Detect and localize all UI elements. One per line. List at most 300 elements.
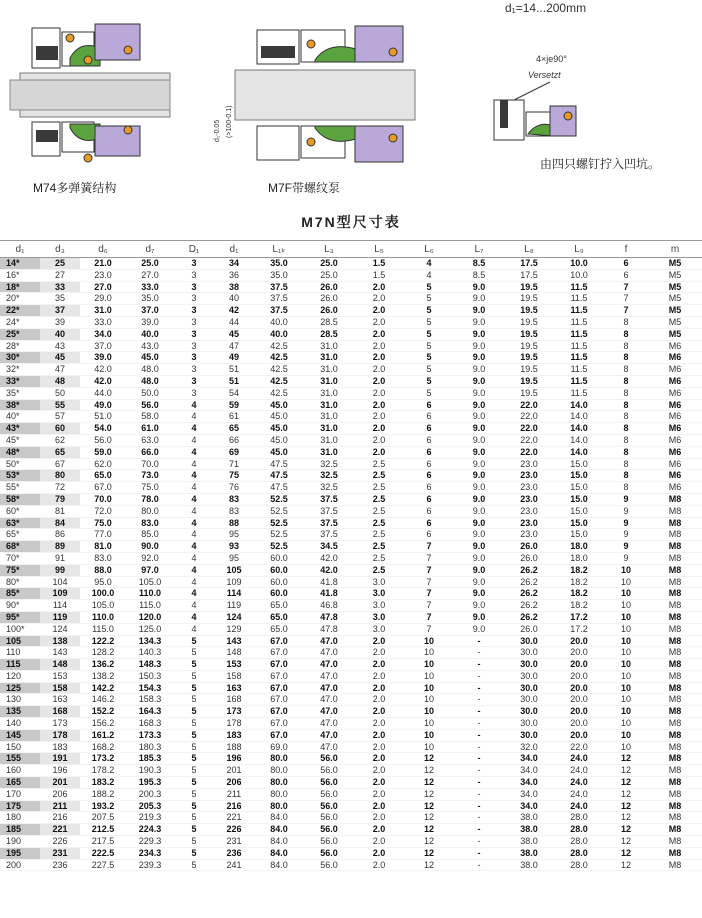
- table-cell: 12: [604, 788, 648, 800]
- table-cell: 3.0: [354, 588, 404, 600]
- m74-seal-drawing: [0, 18, 175, 176]
- table-cell: 5: [174, 765, 214, 777]
- table-cell: 83.0: [126, 517, 174, 529]
- table-cell: 10: [404, 647, 454, 659]
- table-cell: 42: [214, 305, 254, 317]
- table-cell: 47.5: [254, 470, 304, 482]
- table-cell: M8: [648, 718, 702, 730]
- table-row: [0, 647, 702, 659]
- table-cell: 4: [174, 623, 214, 635]
- table-row: [0, 387, 702, 399]
- table-cell: 168.2: [80, 741, 126, 753]
- table-cell: 138.2: [80, 670, 126, 682]
- table-cell: 226: [40, 836, 80, 848]
- table-cell: 10: [604, 659, 648, 671]
- table-cell: 42.0: [304, 564, 354, 576]
- table-cell: 56.0: [304, 824, 354, 836]
- table-cell: -: [454, 777, 504, 789]
- table-cell: 84.0: [254, 812, 304, 824]
- table-cell: 5: [174, 670, 214, 682]
- table-cell: 128.2: [80, 647, 126, 659]
- table-cell: 65.0: [254, 623, 304, 635]
- table-cell: 119: [40, 611, 80, 623]
- table-cell: 109: [214, 576, 254, 588]
- middle-dim-label: d₁-0.05: [214, 119, 221, 142]
- table-cell: 20.0: [554, 635, 604, 647]
- table-cell: 47.0: [304, 706, 354, 718]
- table-cell: 38.0: [504, 812, 554, 824]
- table-cell: 7: [404, 552, 454, 564]
- table-cell: 66.0: [126, 446, 174, 458]
- table-cell: 7: [404, 611, 454, 623]
- table-cell: 31.0: [80, 305, 126, 317]
- table-cell: 8: [604, 423, 648, 435]
- table-cell: 5: [404, 316, 454, 328]
- table-cell: 145: [0, 729, 40, 741]
- table-cell: 19.5: [504, 281, 554, 293]
- table-cell: 67.0: [254, 706, 304, 718]
- table-cell: 105: [214, 564, 254, 576]
- table-cell: 17.5: [504, 258, 554, 270]
- table-cell: 26.2: [504, 611, 554, 623]
- table-cell: 43: [40, 340, 80, 352]
- table-cell: 201: [214, 765, 254, 777]
- table-cell: 100*: [0, 623, 40, 635]
- table-cell: 191: [40, 753, 80, 765]
- table-cell: 2.0: [354, 824, 404, 836]
- table-cell: -: [454, 859, 504, 871]
- table-cell: 92.0: [126, 552, 174, 564]
- table-cell: 2.0: [354, 788, 404, 800]
- table-cell: 5: [174, 694, 214, 706]
- table-cell: 206: [40, 788, 80, 800]
- table-cell: 59: [214, 399, 254, 411]
- table-cell: 12: [404, 800, 454, 812]
- table-cell: -: [454, 682, 504, 694]
- table-cell: 18.2: [554, 600, 604, 612]
- table-cell: 140.3: [126, 647, 174, 659]
- table-cell: 35*: [0, 387, 40, 399]
- table-cell: 114: [40, 600, 80, 612]
- table-cell: 40*: [0, 411, 40, 423]
- table-cell: 56.0: [304, 800, 354, 812]
- table-row: [0, 588, 702, 600]
- table-cell: 22.0: [504, 434, 554, 446]
- table-cell: 50*: [0, 458, 40, 470]
- table-cell: 60.0: [254, 588, 304, 600]
- table-row: [0, 836, 702, 848]
- table-cell: 12: [604, 777, 648, 789]
- table-cell: 153: [214, 659, 254, 671]
- table-cell: 9.0: [454, 364, 504, 376]
- table-cell: 5: [404, 281, 454, 293]
- table-cell: 37.5: [304, 493, 354, 505]
- table-cell: 110.0: [80, 611, 126, 623]
- table-cell: 52.5: [254, 541, 304, 553]
- table-cell: 173.2: [80, 753, 126, 765]
- table-cell: 45.0: [126, 352, 174, 364]
- table-cell: 56.0: [304, 836, 354, 848]
- table-row: [0, 753, 702, 765]
- table-cell: M8: [648, 564, 702, 576]
- table-cell: 8.5: [454, 269, 504, 281]
- table-cell: 2.0: [354, 434, 404, 446]
- table-cell: 95: [214, 529, 254, 541]
- table-cell: 67.0: [254, 682, 304, 694]
- table-cell: 148.3: [126, 659, 174, 671]
- table-cell: 10: [404, 694, 454, 706]
- column-header: D₁: [174, 241, 214, 258]
- table-cell: 20.0: [554, 694, 604, 706]
- table-cell: 5: [174, 706, 214, 718]
- table-cell: 10.0: [554, 269, 604, 281]
- table-cell: 10: [604, 694, 648, 706]
- table-cell: M8: [648, 659, 702, 671]
- table-cell: 30.0: [504, 647, 554, 659]
- table-cell: 10: [604, 623, 648, 635]
- table-cell: 8: [604, 399, 648, 411]
- table-cell: 15.0: [554, 517, 604, 529]
- column-header: L₇: [454, 241, 504, 258]
- table-cell: 4: [174, 600, 214, 612]
- table-cell: 72: [40, 482, 80, 494]
- table-cell: 134.3: [126, 635, 174, 647]
- table-cell: 104: [40, 576, 80, 588]
- table-cell: 129: [214, 623, 254, 635]
- table-cell: 41.8: [304, 576, 354, 588]
- table-cell: 236: [214, 847, 254, 859]
- table-row: [0, 847, 702, 859]
- table-cell: 12: [604, 859, 648, 871]
- table-cell: 42.5: [254, 375, 304, 387]
- table-cell: M8: [648, 623, 702, 635]
- table-cell: 216: [214, 800, 254, 812]
- dimension-table: [0, 240, 702, 871]
- table-cell: 27: [40, 269, 80, 281]
- table-cell: 9.0: [454, 316, 504, 328]
- table-cell: 10: [604, 741, 648, 753]
- table-row: [0, 552, 702, 564]
- table-cell: 67.0: [254, 694, 304, 706]
- table-cell: 4: [174, 482, 214, 494]
- table-cell: 61: [214, 411, 254, 423]
- table-cell: 188.2: [80, 788, 126, 800]
- table-cell: 5: [174, 824, 214, 836]
- table-cell: 168: [40, 706, 80, 718]
- table-cell: 105.0: [80, 600, 126, 612]
- table-cell: 2.0: [354, 352, 404, 364]
- table-cell: 19.5: [504, 340, 554, 352]
- table-cell: 115.0: [80, 623, 126, 635]
- table-cell: 10.0: [554, 258, 604, 270]
- table-cell: 15.0: [554, 505, 604, 517]
- table-cell: 42.0: [80, 364, 126, 376]
- table-cell: 11.5: [554, 316, 604, 328]
- table-cell: 91: [40, 552, 80, 564]
- table-cell: 19.5: [504, 352, 554, 364]
- table-cell: -: [454, 694, 504, 706]
- table-cell: 2.0: [354, 706, 404, 718]
- table-cell: M6: [648, 340, 702, 352]
- table-cell: 37.0: [80, 340, 126, 352]
- table-cell: 71: [214, 458, 254, 470]
- table-cell: 85.0: [126, 529, 174, 541]
- table-cell: 51: [214, 364, 254, 376]
- table-cell: 34.0: [80, 328, 126, 340]
- table-cell: -: [454, 659, 504, 671]
- table-cell: 52.5: [254, 505, 304, 517]
- table-cell: 8: [604, 316, 648, 328]
- table-cell: 180.3: [126, 741, 174, 753]
- table-cell: 9.0: [454, 482, 504, 494]
- table-cell: 6: [404, 470, 454, 482]
- table-cell: 38*: [0, 399, 40, 411]
- table-cell: 5: [174, 788, 214, 800]
- table-cell: 58*: [0, 493, 40, 505]
- table-cell: 78.0: [126, 493, 174, 505]
- table-cell: 4: [174, 446, 214, 458]
- table-cell: M8: [648, 505, 702, 517]
- table-cell: 12: [604, 812, 648, 824]
- table-cell: 18.2: [554, 576, 604, 588]
- table-cell: 24.0: [554, 777, 604, 789]
- table-cell: 56.0: [304, 859, 354, 871]
- table-cell: M8: [648, 777, 702, 789]
- table-cell: 29.0: [80, 293, 126, 305]
- table-row: [0, 706, 702, 718]
- table-row: [0, 482, 702, 494]
- table-cell: 4: [174, 517, 214, 529]
- table-cell: 31.0: [304, 364, 354, 376]
- table-cell: 5: [174, 800, 214, 812]
- table-cell: 80: [40, 470, 80, 482]
- table-cell: 67.0: [254, 729, 304, 741]
- table-row: [0, 682, 702, 694]
- table-cell: 142.2: [80, 682, 126, 694]
- table-cell: 5: [174, 859, 214, 871]
- table-cell: 8: [604, 328, 648, 340]
- table-cell: 80*: [0, 576, 40, 588]
- table-cell: 4: [174, 576, 214, 588]
- table-cell: 9.0: [454, 281, 504, 293]
- table-cell: 19.5: [504, 375, 554, 387]
- table-row: [0, 423, 702, 435]
- table-cell: 201: [40, 777, 80, 789]
- table-row: [0, 281, 702, 293]
- table-cell: 56.0: [126, 399, 174, 411]
- table-cell: 14.0: [554, 399, 604, 411]
- table-cell: 66: [214, 434, 254, 446]
- table-cell: 5: [174, 812, 214, 824]
- table-cell: 5: [404, 352, 454, 364]
- table-cell: 62: [40, 434, 80, 446]
- table-cell: 80.0: [254, 777, 304, 789]
- column-header: L₉: [554, 241, 604, 258]
- table-cell: M6: [648, 387, 702, 399]
- table-cell: 37.0: [126, 305, 174, 317]
- table-cell: 4: [174, 611, 214, 623]
- table-cell: 211: [40, 800, 80, 812]
- table-cell: 45.0: [254, 411, 304, 423]
- table-cell: 24*: [0, 316, 40, 328]
- table-cell: 10: [404, 682, 454, 694]
- table-cell: 6: [604, 258, 648, 270]
- table-cell: 9.0: [454, 352, 504, 364]
- table-cell: 12: [404, 777, 454, 789]
- column-header: L₈: [504, 241, 554, 258]
- table-cell: 90*: [0, 600, 40, 612]
- table-cell: 3: [174, 352, 214, 364]
- table-cell: 17.2: [554, 623, 604, 635]
- table-cell: 52.5: [254, 529, 304, 541]
- table-cell: 40: [214, 293, 254, 305]
- table-cell: M5: [648, 316, 702, 328]
- table-cell: 105.0: [126, 576, 174, 588]
- table-cell: 5: [174, 647, 214, 659]
- table-row: [0, 611, 702, 623]
- table-cell: 5: [174, 635, 214, 647]
- table-cell: 80.0: [254, 800, 304, 812]
- table-row: [0, 340, 702, 352]
- table-cell: 2.5: [354, 529, 404, 541]
- table-cell: 195.3: [126, 777, 174, 789]
- table-cell: 69.0: [254, 741, 304, 753]
- table-cell: 17.2: [554, 611, 604, 623]
- table-cell: 5: [404, 387, 454, 399]
- table-cell: 40.0: [126, 328, 174, 340]
- table-cell: 239.3: [126, 859, 174, 871]
- table-cell: 200.3: [126, 788, 174, 800]
- table-cell: 34.5: [304, 541, 354, 553]
- table-cell: 77.0: [80, 529, 126, 541]
- table-cell: 20.0: [554, 659, 604, 671]
- table-cell: 3: [174, 328, 214, 340]
- table-cell: 4: [404, 269, 454, 281]
- table-cell: 146.2: [80, 694, 126, 706]
- table-cell: 9.0: [454, 517, 504, 529]
- table-cell: 3: [174, 364, 214, 376]
- table-cell: 31.0: [304, 434, 354, 446]
- table-cell: 38: [214, 281, 254, 293]
- table-cell: 84: [40, 517, 80, 529]
- table-cell: 236: [40, 859, 80, 871]
- table-cell: 10: [604, 600, 648, 612]
- table-cell: 206: [214, 777, 254, 789]
- table-cell: 56.0: [304, 847, 354, 859]
- table-cell: 19.5: [504, 328, 554, 340]
- table-cell: 2.5: [354, 458, 404, 470]
- table-cell: 25.0: [304, 258, 354, 270]
- table-row: [0, 623, 702, 635]
- table-cell: M8: [648, 788, 702, 800]
- table-cell: 10: [604, 647, 648, 659]
- table-cell: 4: [174, 541, 214, 553]
- table-cell: 47.5: [254, 458, 304, 470]
- table-cell: 81: [40, 505, 80, 517]
- table-cell: -: [454, 635, 504, 647]
- table-cell: 43.0: [126, 340, 174, 352]
- table-cell: 9.0: [454, 529, 504, 541]
- table-row: [0, 529, 702, 541]
- table-cell: 67.0: [80, 482, 126, 494]
- table-cell: 7: [404, 600, 454, 612]
- table-row: [0, 859, 702, 871]
- table-cell: 6: [404, 505, 454, 517]
- table-cell: 9: [604, 517, 648, 529]
- table-cell: 43*: [0, 423, 40, 435]
- table-row: [0, 670, 702, 682]
- table-cell: 2.0: [354, 305, 404, 317]
- table-cell: M6: [648, 458, 702, 470]
- table-cell: 148: [214, 647, 254, 659]
- table-cell: M6: [648, 375, 702, 387]
- table-cell: -: [454, 836, 504, 848]
- table-cell: 18.0: [554, 552, 604, 564]
- table-cell: 48: [40, 375, 80, 387]
- table-cell: 9.0: [454, 293, 504, 305]
- table-cell: 20.0: [554, 682, 604, 694]
- table-cell: -: [454, 800, 504, 812]
- table-cell: 5: [174, 682, 214, 694]
- table-cell: -: [454, 706, 504, 718]
- table-cell: 28.0: [554, 836, 604, 848]
- table-row: [0, 788, 702, 800]
- table-cell: 156.2: [80, 718, 126, 730]
- table-cell: 25.0: [304, 269, 354, 281]
- table-cell: 11.5: [554, 375, 604, 387]
- table-cell: 47.0: [304, 659, 354, 671]
- table-cell: 3: [174, 387, 214, 399]
- table-cell: 8: [604, 482, 648, 494]
- table-cell: 5: [174, 836, 214, 848]
- table-cell: 2.0: [354, 859, 404, 871]
- table-cell: 7: [404, 541, 454, 553]
- table-cell: 95: [214, 552, 254, 564]
- table-cell: 10: [404, 741, 454, 753]
- table-cell: 183: [214, 729, 254, 741]
- table-cell: 23.0: [504, 529, 554, 541]
- table-cell: 2.0: [354, 659, 404, 671]
- table-cell: 84.0: [254, 847, 304, 859]
- table-cell: 161.2: [80, 729, 126, 741]
- table-cell: 44.0: [80, 387, 126, 399]
- table-cell: -: [454, 718, 504, 730]
- table-cell: 31.0: [304, 387, 354, 399]
- table-row: [0, 600, 702, 612]
- table-cell: 160: [0, 765, 40, 777]
- table-cell: 11.5: [554, 340, 604, 352]
- table-cell: 12: [404, 847, 454, 859]
- table-cell: 23.0: [504, 470, 554, 482]
- table-cell: 6: [404, 446, 454, 458]
- table-cell: 41.8: [304, 588, 354, 600]
- middle-dim-label2: (>100-0.1): [226, 105, 233, 138]
- table-cell: 2.0: [354, 836, 404, 848]
- table-cell: M8: [648, 741, 702, 753]
- table-cell: 3: [174, 258, 214, 270]
- table-cell: 175: [0, 800, 40, 812]
- table-cell: 45: [214, 328, 254, 340]
- table-cell: 86: [40, 529, 80, 541]
- table-cell: 30.0: [504, 694, 554, 706]
- table-cell: 216: [40, 812, 80, 824]
- table-cell: 52.5: [254, 493, 304, 505]
- table-cell: 109: [40, 588, 80, 600]
- table-cell: 22.0: [504, 423, 554, 435]
- table-cell: 11.5: [554, 305, 604, 317]
- table-cell: 163: [40, 694, 80, 706]
- table-cell: 3: [174, 293, 214, 305]
